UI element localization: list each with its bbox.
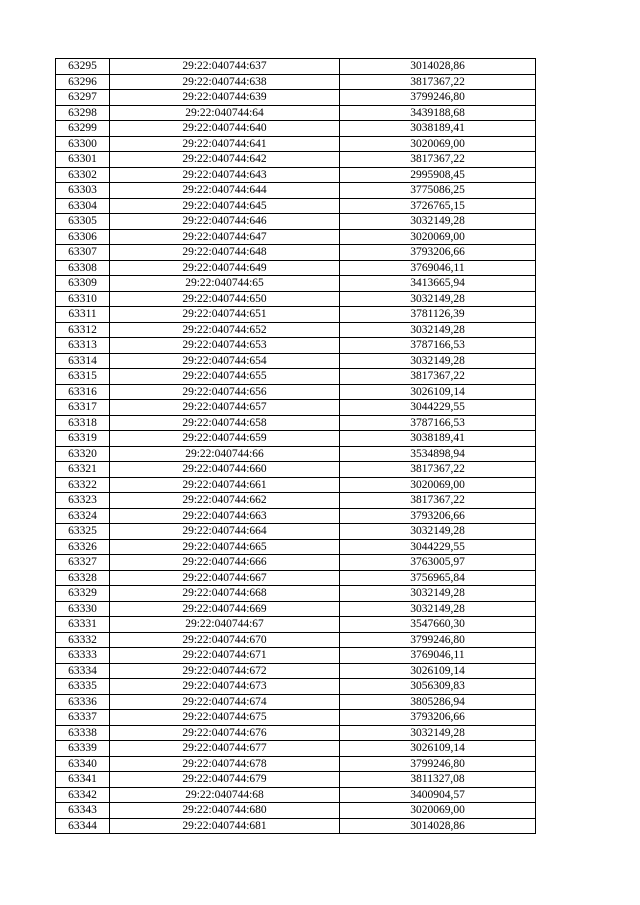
cadastral-number-cell: 29:22:040744:674 xyxy=(110,694,340,710)
cadastral-number-cell: 29:22:040744:640 xyxy=(110,121,340,137)
cadastral-value-cell: 3044229,55 xyxy=(340,400,536,416)
cadastral-number-cell: 29:22:040744:671 xyxy=(110,648,340,664)
row-number-cell: 63326 xyxy=(56,539,110,555)
row-number-cell: 63330 xyxy=(56,601,110,617)
cadastral-number-cell: 29:22:040744:660 xyxy=(110,462,340,478)
cadastral-value-cell: 3032149,28 xyxy=(340,353,536,369)
row-number-cell: 63339 xyxy=(56,741,110,757)
cadastral-value-cell: 3781126,39 xyxy=(340,307,536,323)
row-number-cell: 63320 xyxy=(56,446,110,462)
table-row xyxy=(56,245,536,261)
cadastral-value-cell: 3032149,28 xyxy=(340,725,536,741)
cadastral-number-cell: 29:22:040744:646 xyxy=(110,214,340,230)
cadastral-number-cell: 29:22:040744:656 xyxy=(110,384,340,400)
cadastral-number-cell: 29:22:040744:651 xyxy=(110,307,340,323)
table-row xyxy=(56,524,536,540)
table-row xyxy=(56,214,536,230)
cadastral-number-cell: 29:22:040744:670 xyxy=(110,632,340,648)
cadastral-value-cell: 3038189,41 xyxy=(340,121,536,137)
table-row xyxy=(56,74,536,90)
cadastral-value-cell: 3799246,80 xyxy=(340,90,536,106)
row-number-cell: 63311 xyxy=(56,307,110,323)
cadastral-number-cell: 29:22:040744:677 xyxy=(110,741,340,757)
cadastral-value-cell: 3763005,97 xyxy=(340,555,536,571)
table-row xyxy=(56,725,536,741)
cadastral-number-cell: 29:22:040744:673 xyxy=(110,679,340,695)
table-row xyxy=(56,710,536,726)
cadastral-value-cell: 3817367,22 xyxy=(340,152,536,168)
table-row xyxy=(56,229,536,245)
table-row xyxy=(56,741,536,757)
cadastral-value-cell: 3817367,22 xyxy=(340,493,536,509)
row-number-cell: 63333 xyxy=(56,648,110,664)
table-row xyxy=(56,198,536,214)
table-row xyxy=(56,121,536,137)
row-number-cell: 63307 xyxy=(56,245,110,261)
row-number-cell: 63322 xyxy=(56,477,110,493)
cadastral-value-cell: 3793206,66 xyxy=(340,245,536,261)
cadastral-value-cell: 3756965,84 xyxy=(340,570,536,586)
row-number-cell: 63340 xyxy=(56,756,110,772)
row-number-cell: 63305 xyxy=(56,214,110,230)
row-number-cell: 63296 xyxy=(56,74,110,90)
table-row xyxy=(56,648,536,664)
cadastral-value-cell: 3032149,28 xyxy=(340,601,536,617)
cadastral-number-cell: 29:22:040744:652 xyxy=(110,322,340,338)
cadastral-number-cell: 29:22:040744:663 xyxy=(110,508,340,524)
cadastral-number-cell: 29:22:040744:657 xyxy=(110,400,340,416)
table-row xyxy=(56,276,536,292)
cadastral-value-cell: 3032149,28 xyxy=(340,586,536,602)
cadastral-number-cell: 29:22:040744:654 xyxy=(110,353,340,369)
cadastral-number-cell: 29:22:040744:653 xyxy=(110,338,340,354)
cadastral-number-cell: 29:22:040744:638 xyxy=(110,74,340,90)
row-number-cell: 63338 xyxy=(56,725,110,741)
cadastral-number-cell: 29:22:040744:64 xyxy=(110,105,340,121)
row-number-cell: 63316 xyxy=(56,384,110,400)
cadastral-value-cell: 3020069,00 xyxy=(340,229,536,245)
cadastral-value-cell: 3793206,66 xyxy=(340,508,536,524)
cadastral-number-cell: 29:22:040744:680 xyxy=(110,803,340,819)
row-number-cell: 63321 xyxy=(56,462,110,478)
cadastral-value-cell: 3726765,15 xyxy=(340,198,536,214)
cadastral-number-cell: 29:22:040744:645 xyxy=(110,198,340,214)
cadastral-number-cell: 29:22:040744:662 xyxy=(110,493,340,509)
cadastral-number-cell: 29:22:040744:666 xyxy=(110,555,340,571)
table-row xyxy=(56,617,536,633)
cadastral-value-cell: 3026109,14 xyxy=(340,741,536,757)
cadastral-value-cell: 2995908,45 xyxy=(340,167,536,183)
table-row xyxy=(56,59,536,75)
cadastral-value-cell: 3793206,66 xyxy=(340,710,536,726)
table-row xyxy=(56,632,536,648)
table-row xyxy=(56,431,536,447)
row-number-cell: 63336 xyxy=(56,694,110,710)
row-number-cell: 63327 xyxy=(56,555,110,571)
cadastral-number-cell: 29:22:040744:639 xyxy=(110,90,340,106)
cadastral-number-cell: 29:22:040744:679 xyxy=(110,772,340,788)
table-row xyxy=(56,493,536,509)
table-row xyxy=(56,462,536,478)
row-number-cell: 63301 xyxy=(56,152,110,168)
cadastral-value-cell: 3400904,57 xyxy=(340,787,536,803)
row-number-cell: 63329 xyxy=(56,586,110,602)
cadastral-number-cell: 29:22:040744:664 xyxy=(110,524,340,540)
cadastral-value-cell: 3817367,22 xyxy=(340,74,536,90)
table-row xyxy=(56,183,536,199)
cadastral-value-cell: 3811327,08 xyxy=(340,772,536,788)
cadastral-value-cell: 3439188,68 xyxy=(340,105,536,121)
table-row xyxy=(56,772,536,788)
cadastral-value-cell: 3044229,55 xyxy=(340,539,536,555)
row-number-cell: 63299 xyxy=(56,121,110,137)
cadastral-value-cell: 3787166,53 xyxy=(340,338,536,354)
table-row xyxy=(56,663,536,679)
cadastral-value-cell: 3799246,80 xyxy=(340,756,536,772)
table-row xyxy=(56,105,536,121)
cadastral-value-cell: 3805286,94 xyxy=(340,694,536,710)
row-number-cell: 63303 xyxy=(56,183,110,199)
row-number-cell: 63314 xyxy=(56,353,110,369)
table-row xyxy=(56,307,536,323)
cadastral-value-cell: 3026109,14 xyxy=(340,663,536,679)
table-row xyxy=(56,694,536,710)
row-number-cell: 63343 xyxy=(56,803,110,819)
row-number-cell: 63310 xyxy=(56,291,110,307)
cadastral-number-cell: 29:22:040744:648 xyxy=(110,245,340,261)
cadastral-number-cell: 29:22:040744:641 xyxy=(110,136,340,152)
cadastral-number-cell: 29:22:040744:637 xyxy=(110,59,340,75)
cadastral-value-cell: 3534898,94 xyxy=(340,446,536,462)
cadastral-number-cell: 29:22:040744:65 xyxy=(110,276,340,292)
table-row xyxy=(56,384,536,400)
table-row xyxy=(56,756,536,772)
row-number-cell: 63313 xyxy=(56,338,110,354)
cadastral-value-cell: 3026109,14 xyxy=(340,384,536,400)
row-number-cell: 63342 xyxy=(56,787,110,803)
row-number-cell: 63332 xyxy=(56,632,110,648)
cadastral-value-table xyxy=(55,58,536,834)
row-number-cell: 63317 xyxy=(56,400,110,416)
row-number-cell: 63325 xyxy=(56,524,110,540)
table-row xyxy=(56,152,536,168)
cadastral-number-cell: 29:22:040744:672 xyxy=(110,663,340,679)
row-number-cell: 63334 xyxy=(56,663,110,679)
table-row xyxy=(56,322,536,338)
row-number-cell: 63319 xyxy=(56,431,110,447)
cadastral-value-cell: 3547660,30 xyxy=(340,617,536,633)
table-row xyxy=(56,570,536,586)
row-number-cell: 63295 xyxy=(56,59,110,75)
row-number-cell: 63304 xyxy=(56,198,110,214)
cadastral-value-cell: 3032149,28 xyxy=(340,291,536,307)
row-number-cell: 63331 xyxy=(56,617,110,633)
cadastral-number-cell: 29:22:040744:644 xyxy=(110,183,340,199)
cadastral-value-cell: 3787166,53 xyxy=(340,415,536,431)
cadastral-number-cell: 29:22:040744:667 xyxy=(110,570,340,586)
cadastral-value-cell: 3032149,28 xyxy=(340,214,536,230)
cadastral-number-cell: 29:22:040744:642 xyxy=(110,152,340,168)
table-row xyxy=(56,787,536,803)
cadastral-value-cell: 3020069,00 xyxy=(340,803,536,819)
table-row xyxy=(56,539,536,555)
row-number-cell: 63328 xyxy=(56,570,110,586)
cadastral-number-cell: 29:22:040744:665 xyxy=(110,539,340,555)
row-number-cell: 63309 xyxy=(56,276,110,292)
cadastral-value-cell: 3775086,25 xyxy=(340,183,536,199)
table-row xyxy=(56,446,536,462)
table-row xyxy=(56,167,536,183)
row-number-cell: 63302 xyxy=(56,167,110,183)
cadastral-value-cell: 3020069,00 xyxy=(340,136,536,152)
cadastral-number-cell: 29:22:040744:649 xyxy=(110,260,340,276)
table-row xyxy=(56,555,536,571)
cadastral-value-cell: 3817367,22 xyxy=(340,462,536,478)
row-number-cell: 63318 xyxy=(56,415,110,431)
row-number-cell: 63297 xyxy=(56,90,110,106)
cadastral-value-cell: 3413665,94 xyxy=(340,276,536,292)
cadastral-number-cell: 29:22:040744:68 xyxy=(110,787,340,803)
table-row xyxy=(56,477,536,493)
table-body xyxy=(56,59,536,834)
row-number-cell: 63324 xyxy=(56,508,110,524)
table-row xyxy=(56,586,536,602)
cadastral-value-cell: 3014028,86 xyxy=(340,59,536,75)
cadastral-value-cell: 3799246,80 xyxy=(340,632,536,648)
cadastral-number-cell: 29:22:040744:678 xyxy=(110,756,340,772)
table-row xyxy=(56,353,536,369)
cadastral-value-cell: 3769046,11 xyxy=(340,260,536,276)
cadastral-number-cell: 29:22:040744:643 xyxy=(110,167,340,183)
cadastral-value-cell: 3817367,22 xyxy=(340,369,536,385)
table-row xyxy=(56,136,536,152)
row-number-cell: 63312 xyxy=(56,322,110,338)
cadastral-number-cell: 29:22:040744:681 xyxy=(110,818,340,834)
cadastral-value-cell: 3769046,11 xyxy=(340,648,536,664)
table-row xyxy=(56,803,536,819)
table-row xyxy=(56,415,536,431)
row-number-cell: 63344 xyxy=(56,818,110,834)
table-row xyxy=(56,338,536,354)
cadastral-number-cell: 29:22:040744:650 xyxy=(110,291,340,307)
cadastral-value-cell: 3032149,28 xyxy=(340,524,536,540)
cadastral-value-cell: 3014028,86 xyxy=(340,818,536,834)
cadastral-number-cell: 29:22:040744:675 xyxy=(110,710,340,726)
cadastral-number-cell: 29:22:040744:658 xyxy=(110,415,340,431)
row-number-cell: 63306 xyxy=(56,229,110,245)
row-number-cell: 63308 xyxy=(56,260,110,276)
cadastral-number-cell: 29:22:040744:676 xyxy=(110,725,340,741)
table-row xyxy=(56,508,536,524)
table-row xyxy=(56,291,536,307)
table-row xyxy=(56,601,536,617)
row-number-cell: 63337 xyxy=(56,710,110,726)
cadastral-value-cell: 3032149,28 xyxy=(340,322,536,338)
cadastral-value-cell: 3020069,00 xyxy=(340,477,536,493)
table-row xyxy=(56,90,536,106)
row-number-cell: 63335 xyxy=(56,679,110,695)
row-number-cell: 63323 xyxy=(56,493,110,509)
cadastral-number-cell: 29:22:040744:668 xyxy=(110,586,340,602)
cadastral-number-cell: 29:22:040744:669 xyxy=(110,601,340,617)
row-number-cell: 63300 xyxy=(56,136,110,152)
cadastral-number-cell: 29:22:040744:655 xyxy=(110,369,340,385)
row-number-cell: 63298 xyxy=(56,105,110,121)
cadastral-number-cell: 29:22:040744:647 xyxy=(110,229,340,245)
cadastral-number-cell: 29:22:040744:659 xyxy=(110,431,340,447)
table-row xyxy=(56,679,536,695)
cadastral-number-cell: 29:22:040744:66 xyxy=(110,446,340,462)
table-row xyxy=(56,400,536,416)
cadastral-value-cell: 3038189,41 xyxy=(340,431,536,447)
cadastral-value-cell: 3056309,83 xyxy=(340,679,536,695)
table-row xyxy=(56,260,536,276)
row-number-cell: 63315 xyxy=(56,369,110,385)
row-number-cell: 63341 xyxy=(56,772,110,788)
cadastral-number-cell: 29:22:040744:661 xyxy=(110,477,340,493)
table-row xyxy=(56,818,536,834)
cadastral-number-cell: 29:22:040744:67 xyxy=(110,617,340,633)
table-row xyxy=(56,369,536,385)
